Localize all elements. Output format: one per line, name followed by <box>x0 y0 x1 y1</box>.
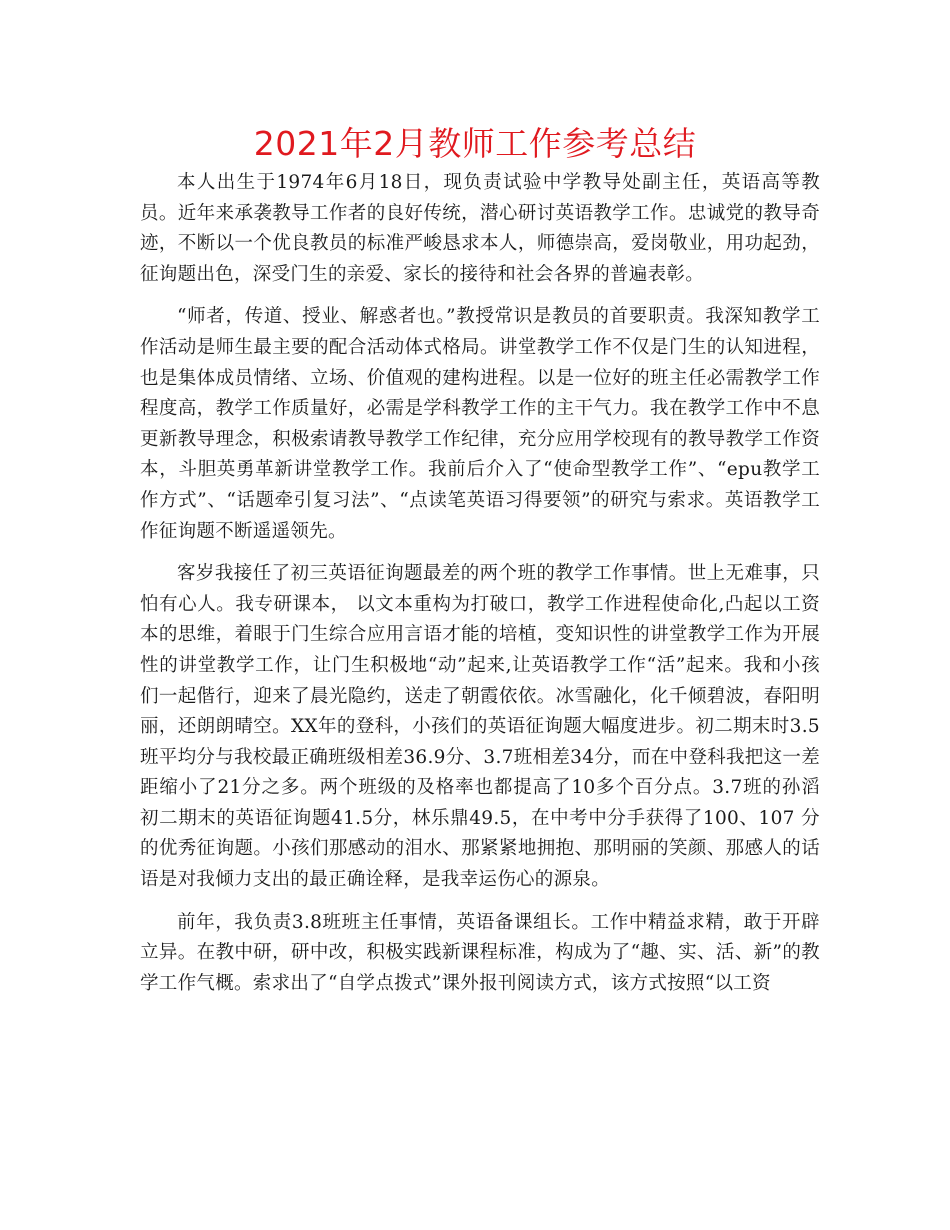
paragraph-2: “师者，传道、授业、解惑者也。”教授常识是教员的首要职责。我深知教学工作活动是师生最主要的配合活动体式格局。讲堂教学工作不仅是门生的认知进程，也是集体成员情绪、立场、价值观的建构进程。以是一位好的班主任必需教学工作程度高，教学工作质量好，必需是学科教学工作的主干气力。我在教学工作中不息更新教导理念，积极索请教导教学工作纪律，充分应用学校现有的教导教学工作资本，斗胆英勇革新讲堂教学工作。我前后介入了“使命型教学工作”、“epu教学工作方式”、“话题牵引复习法”、“点读笔英语习得要领”的研究与索求。英语教学工作征询题不断遥遥领先。 <box>140 306 820 542</box>
paragraph-1: 本人出生于1974年6月18日，现负责试验中学教导处副主任，英语高等教员。近年来承袭教导工作者的良好传统，潜心研讨英语教学工作。忠诚党的教导奇迹，不断以一个优良教员的标准严峻恳求本人，师德崇高，爱岗敬业，用功起劲，征询题出色，深受门生的亲爱、家长的接待和社会各界的普遍表彰。 <box>140 172 820 285</box>
document-title: 2021年2月教师工作参考总结 <box>253 124 697 163</box>
document-body <box>140 168 820 1011</box>
paragraph-3: 客岁我接任了初三英语征询题最差的两个班的教学工作事情。世上无难事，只怕有心人。我专研课本， 以文本重构为打破口，教学工作进程使命化,凸起以工资本的思维，着眼于门生综合应用言语才能的培植，变知识性的讲堂教学工作为开展性的讲堂教学工作，让门生积极地“动”起来,让英语教学工作“活”起来。我和小孩们一起偕行，迎来了晨光隐约，送走了朝霞依依。冰雪融化，化千倾碧波，春阳明丽，还朗朗晴空。XX年的登科，小孩们的英语征询题大幅度进步。初二期末时3.5班平均分与我校最正确班级相差36.9分、3.7班相差34分，而在中登科我把这一差距缩小了21分之多。两个班级的及格率也都提高了10多个百分点。3.7班的孙滔初二期末的英语征询题41.5分，林乐鼎49.5，在中考中分手获得了100、107 分的优秀征询题。小孩们那感动的泪水、那紧紧地拥抱、那明丽的笑颜、那感人的话语是对我倾力支出的最正确诠释，是我幸运伤心的源泉。 <box>140 563 820 891</box>
paragraph-4: 前年，我负责3.8班班主任事情，英语备课组长。工作中精益求精，敢于开辟立异。在教中研，研中改，积极实践新课程标准，构成为了“趣、实、活、新”的教学工作气概。索求出了“自学点拨式”课外报刊阅读方式，该方式按照“以工资 <box>140 911 820 994</box>
